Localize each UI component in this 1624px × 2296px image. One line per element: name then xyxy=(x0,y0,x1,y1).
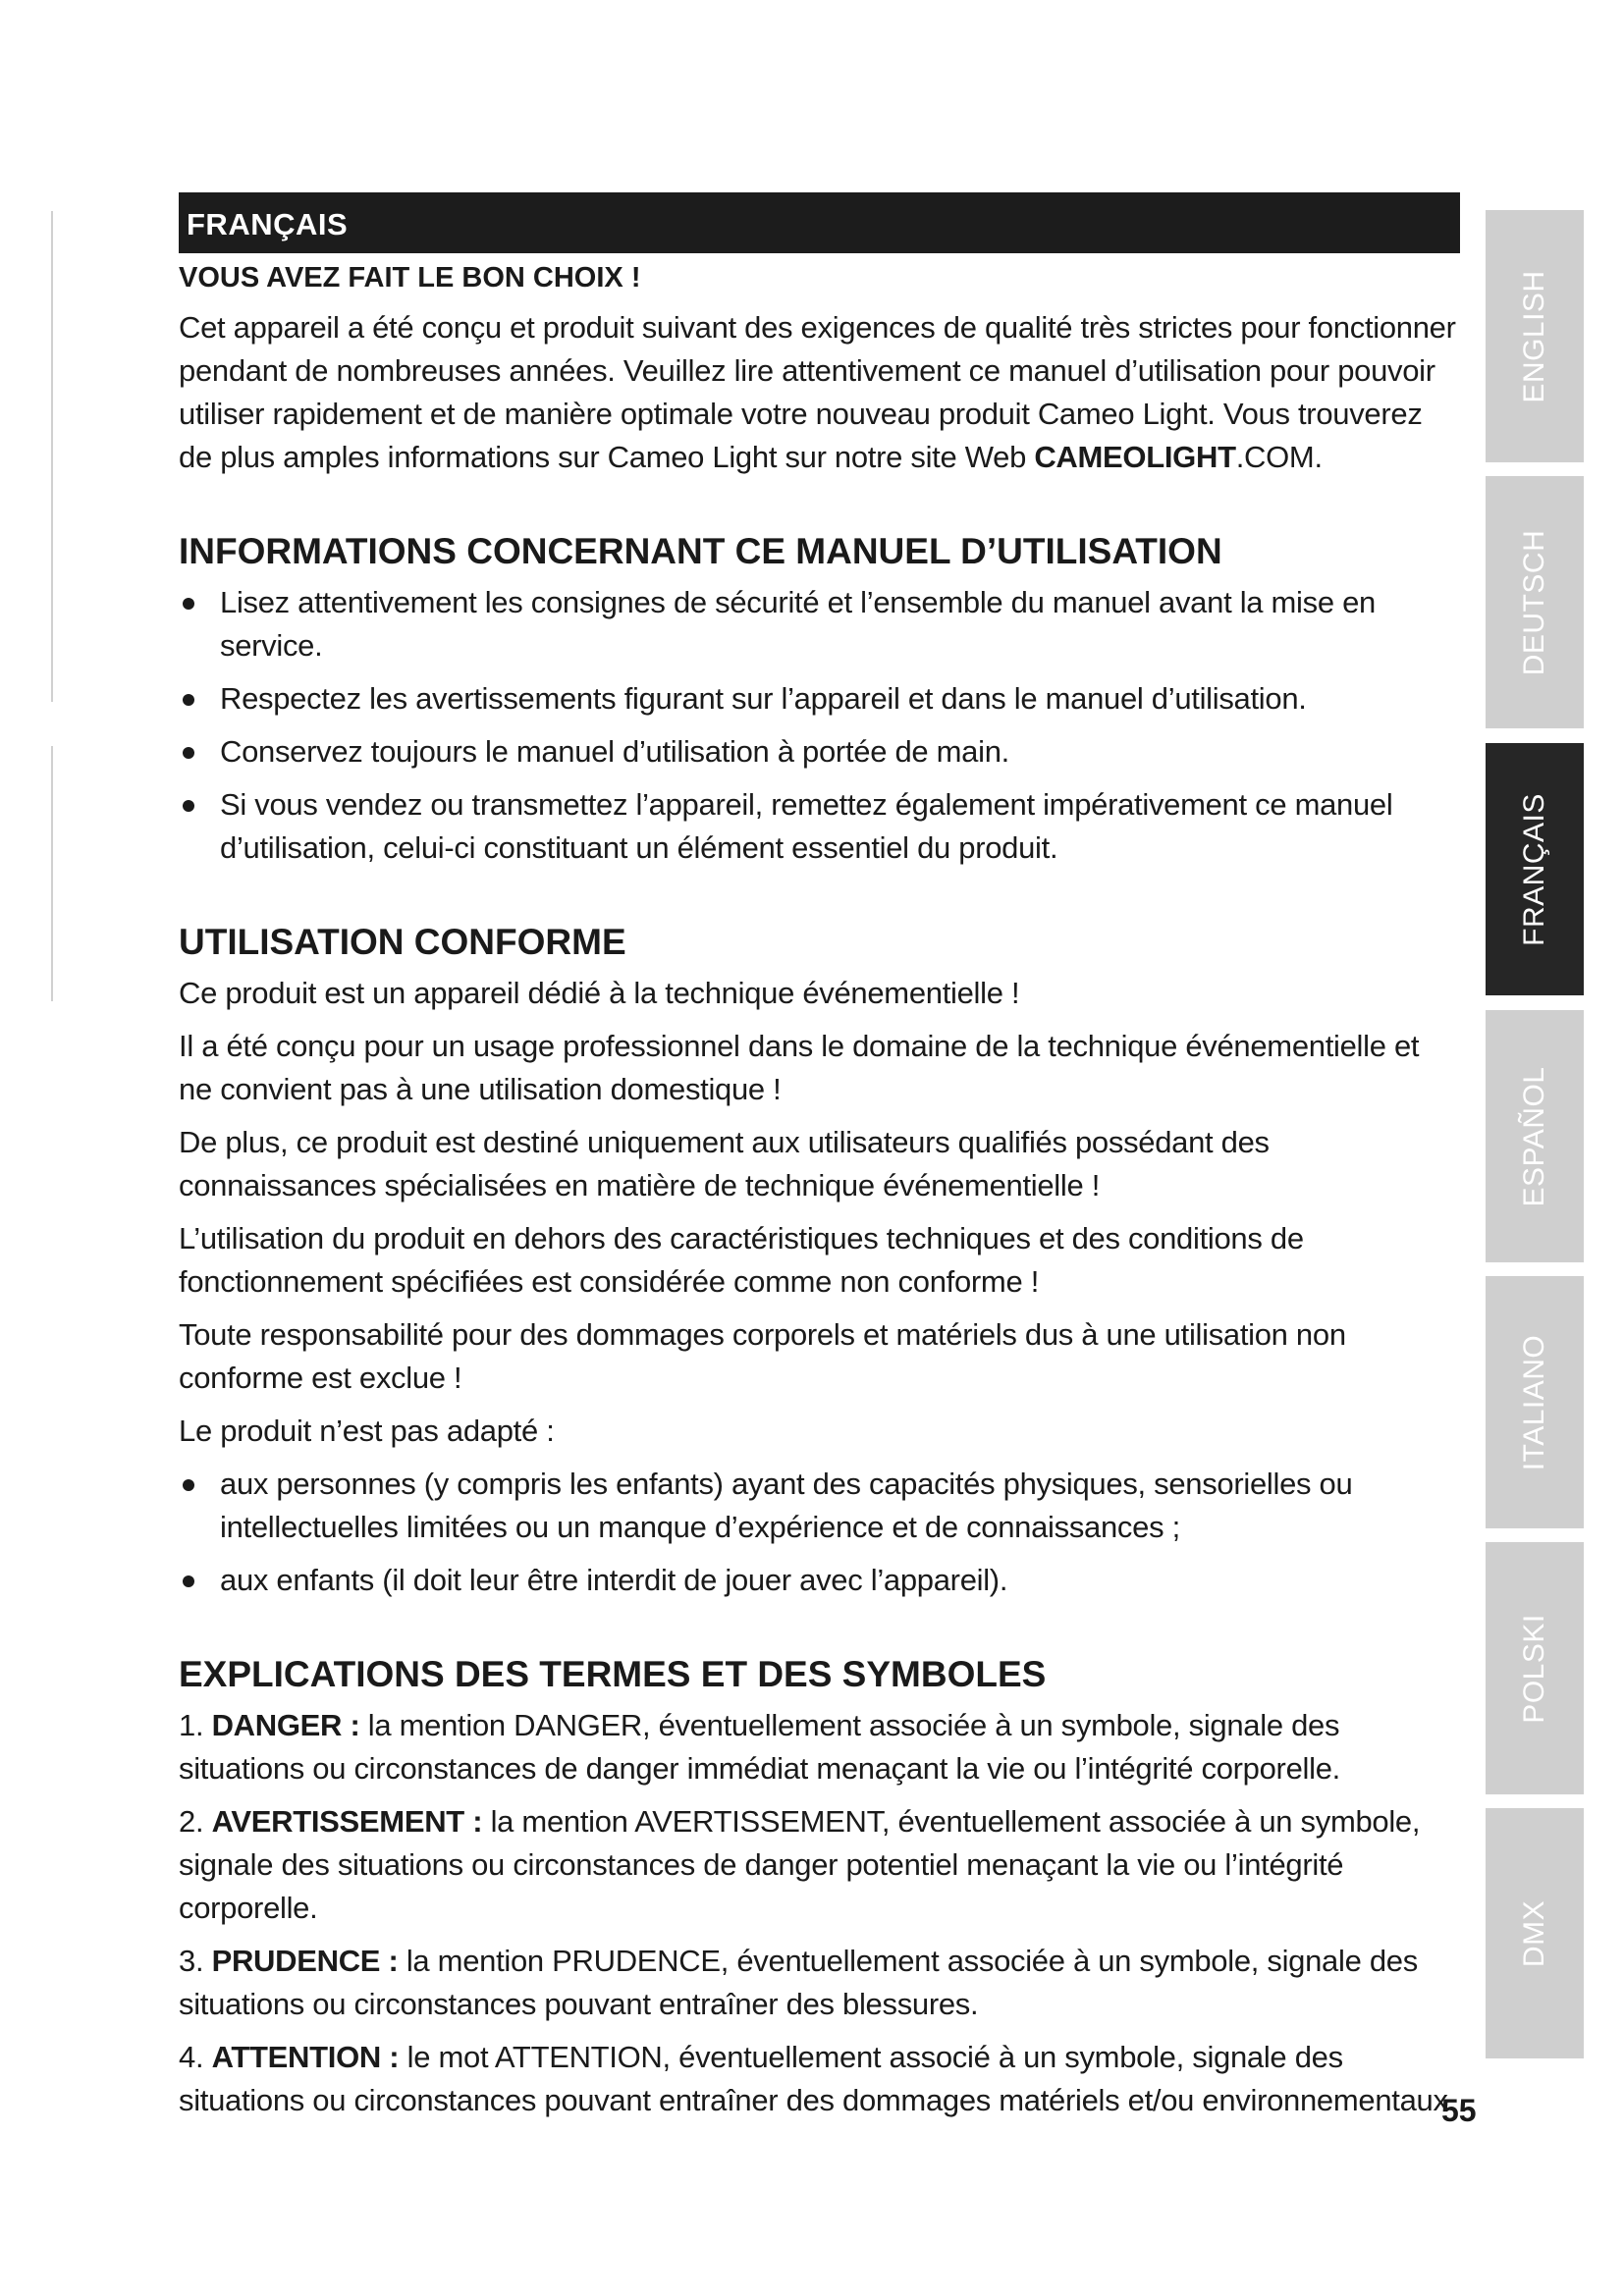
tab-english[interactable] xyxy=(1486,210,1584,462)
term-description: la mention PRUDENCE, éventuellement associée à un symbole, signale des situations ou circonstances pouvant entraîner des blessures. xyxy=(179,1944,1418,2021)
list-item xyxy=(179,677,1460,721)
term-number: 4. xyxy=(179,2040,204,2074)
list-item xyxy=(179,1559,1460,1602)
term-number: 1. xyxy=(179,1708,204,1742)
term-item xyxy=(179,2036,1460,2122)
list-item xyxy=(179,1463,1460,1549)
tab-deutsch[interactable] xyxy=(1486,476,1584,728)
tab-english-label: ENGLISH xyxy=(1518,269,1550,403)
term-keyword: ATTENTION : xyxy=(211,2040,400,2074)
usage-bullet-list xyxy=(179,1463,1460,1602)
section-subtitle: VOUS AVEZ FAIT LE BON CHOIX ! xyxy=(179,262,641,294)
list-item-text: aux personnes (y compris les enfants) ayant des capacités physiques, sensorielles ou intellectuelles limitées ou un manque d’expérience et de connaissances ; xyxy=(220,1467,1353,1544)
bullet-icon xyxy=(183,800,194,812)
margin-line-top xyxy=(51,211,53,702)
page-number: 55 xyxy=(1441,2093,1477,2128)
bullet-icon xyxy=(183,747,194,759)
term-item xyxy=(179,1800,1460,1930)
website-suffix: .COM. xyxy=(1235,440,1323,474)
term-item xyxy=(179,1704,1460,1790)
term-number: 2. xyxy=(179,1804,204,1839)
bullet-icon xyxy=(183,694,194,706)
tab-polski[interactable] xyxy=(1486,1542,1584,1794)
tab-italiano[interactable] xyxy=(1486,1276,1584,1528)
list-item-text: Lisez attentivement les consignes de sécurité et l’ensemble du manuel avant la mise en service. xyxy=(220,585,1376,663)
list-item xyxy=(179,730,1460,774)
term-keyword: DANGER : xyxy=(211,1708,360,1742)
tab-italiano-label: ITALIANO xyxy=(1518,1334,1550,1470)
list-item xyxy=(179,783,1460,870)
list-item-text: Si vous vendez ou transmettez l’appareil, remettez également impérativement ce manuel d’utilisation, celui-ci constituant un élément essentiel du produit. xyxy=(220,787,1393,865)
tab-espanol-label: ESPAÑOL xyxy=(1518,1066,1550,1206)
term-keyword: AVERTISSEMENT : xyxy=(211,1804,483,1839)
language-header-label: FRANÇAIS xyxy=(187,207,349,241)
manual-heading: INFORMATIONS CONCERNANT CE MANUEL D’UTILISATION xyxy=(179,531,1222,571)
term-description: le mot ATTENTION, éventuellement associé à un symbole, signale des situations ou circonstances pouvant entraîner des dommages matériels et/ou environnementaux. xyxy=(179,2040,1456,2117)
manual-bullet-list xyxy=(179,581,1460,870)
tab-deutsch-label: DEUTSCH xyxy=(1518,529,1550,675)
usage-paragraph: Le produit n’est pas adapté : xyxy=(179,1414,555,1448)
usage-paragraph: Toute responsabilité pour des dommages corporels et matériels dus à une utilisation non conforme est exclue ! xyxy=(179,1317,1346,1395)
website-name: CAMEOLIGHT xyxy=(1034,440,1236,474)
usage-paragraph: De plus, ce produit est destiné uniquement aux utilisateurs qualifiés possédant des connaissances spécialisées en matière de technique événementielle ! xyxy=(179,1125,1270,1202)
term-item xyxy=(179,1940,1460,2026)
margin-line-bottom xyxy=(51,746,53,1001)
usage-paragraph: Il a été conçu pour un usage professionnel dans le domaine de la technique événementielle et ne convient pas à une utilisation domestique ! xyxy=(179,1029,1420,1106)
tab-francais-label: FRANÇAIS xyxy=(1518,792,1550,946)
bullet-icon xyxy=(183,1479,194,1491)
usage-paragraph: L’utilisation du produit en dehors des caractéristiques techniques et des conditions de fonctionnement spécifiées est considérée comme non conforme ! xyxy=(179,1221,1304,1299)
list-item-text: Respectez les avertissements figurant sur l’appareil et dans le manuel d’utilisation. xyxy=(220,681,1307,716)
terms-heading: EXPLICATIONS DES TERMES ET DES SYMBOLES xyxy=(179,1654,1047,1694)
term-number: 3. xyxy=(179,1944,204,1978)
page-content xyxy=(179,192,1460,2132)
tab-polski-label: POLSKI xyxy=(1518,1613,1550,1724)
tab-francais[interactable] xyxy=(1486,743,1584,995)
list-item-text: aux enfants (il doit leur être interdit de jouer avec l’appareil). xyxy=(220,1563,1008,1597)
term-description: la mention DANGER, éventuellement associée à un symbole, signale des situations ou circonstances de danger immédiat menaçant la vie ou l’intégrité corporelle. xyxy=(179,1708,1340,1786)
list-item-text: Conservez toujours le manuel d’utilisation à portée de main. xyxy=(220,734,1009,769)
bullet-icon xyxy=(183,598,194,610)
tab-dmx[interactable] xyxy=(1486,1808,1584,2058)
bullet-icon xyxy=(183,1575,194,1587)
intro-paragraph xyxy=(179,306,1460,479)
tab-dmx-label: DMX xyxy=(1518,1899,1550,1967)
usage-heading: UTILISATION CONFORME xyxy=(179,922,626,962)
term-keyword: PRUDENCE : xyxy=(211,1944,399,1978)
intro-text: Cet appareil a été conçu et produit suivant des exigences de qualité très strictes pour fonctionner pendant de nombreuses années. Veuillez lire attentivement ce manuel d’utilisation pour pouvoir utiliser rapidement et de manière optimale votre nouveau produit Cameo Light. Vous trouverez de plus amples informations sur Cameo Light sur notre site Web xyxy=(179,310,1456,474)
term-description: la mention AVERTISSEMENT, éventuellement associée à un symbole, signale des situations ou circonstances de danger potentiel menaçant la vie ou l’intégrité corporelle. xyxy=(179,1804,1421,1925)
language-header-bar xyxy=(179,192,1460,253)
tab-espanol[interactable] xyxy=(1486,1010,1584,1262)
usage-paragraph: Ce produit est un appareil dédié à la technique événementielle ! xyxy=(179,976,1020,1010)
list-item xyxy=(179,581,1460,667)
